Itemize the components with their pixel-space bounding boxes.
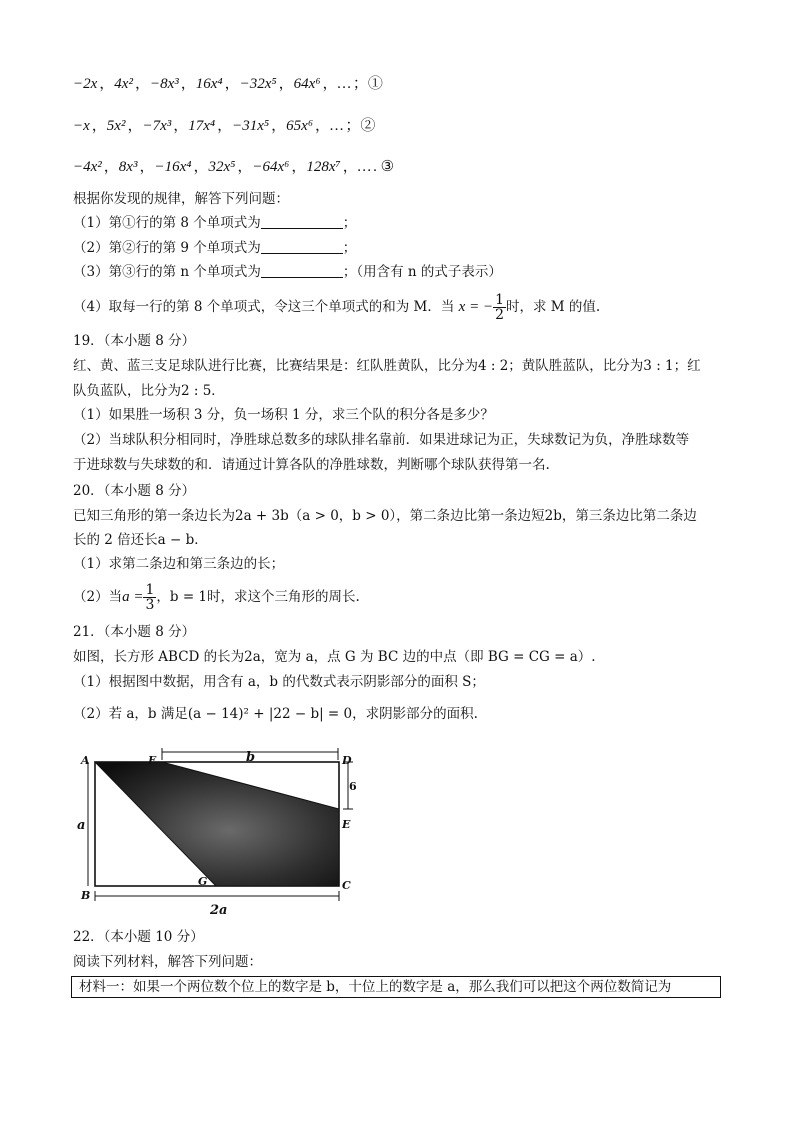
q19-part-2b: 于进球数与失球数的和．请通过计算各队的净胜球数，判断哪个球队获得第一名. xyxy=(73,457,550,473)
separator: ， xyxy=(278,76,294,92)
label-a-length: a xyxy=(77,818,86,833)
sequence-end-marker: . ③ xyxy=(373,159,395,175)
separator: ， xyxy=(99,76,115,92)
sequence-terms xyxy=(73,118,345,134)
q18-intro: 根据你发现的规律，解答下列问题： xyxy=(73,191,289,207)
q19-part-2a: （2）当球队积分相同时，净胜球总数多的球队排名靠前．如果进球记为正，失球数记为负，净胜球数等 xyxy=(73,432,690,448)
q20-part-1: （1）求第二条边和第三条边的长； xyxy=(73,556,285,572)
q20-line-1: 已知三角形的第一条边长为2a + 3b（a > 0，b > 0），第二条边比第一条边短2b，第三条边比第二条边 xyxy=(73,508,697,524)
label-2a-length: 2a xyxy=(210,903,228,918)
monomial-term: 32x⁵ xyxy=(208,159,236,175)
separator: ， xyxy=(193,159,209,175)
label-a-vertex: A xyxy=(81,754,90,767)
q20-part-2 xyxy=(73,580,360,614)
sequence-end-marker: ；① xyxy=(352,76,383,92)
monomial-term: −x xyxy=(73,118,90,134)
separator: ， xyxy=(127,118,143,134)
separator: ， xyxy=(291,159,307,175)
q18-part-1-end: ； xyxy=(342,215,357,231)
q18-part-2-text: （2）第②行的第 9 个单项式为 xyxy=(73,240,261,256)
q18-part-1 xyxy=(73,213,356,233)
monomial-term: 128x⁷ xyxy=(306,159,341,175)
q18-part-2 xyxy=(73,238,356,258)
label-g: G xyxy=(198,875,208,888)
answer-blank[interactable] xyxy=(261,263,343,278)
answer-blank[interactable] xyxy=(261,214,343,229)
separator: ， xyxy=(180,76,196,92)
monomial-term: −8x³ xyxy=(149,76,179,92)
fraction-numerator: 1 xyxy=(495,292,504,308)
separator: ， xyxy=(217,118,233,134)
q21-heading: 21．（本小题 8 分） xyxy=(73,624,196,640)
q20-part-2-text: （2）当 xyxy=(73,589,123,605)
fraction-denominator: 3 xyxy=(145,597,155,613)
separator: ， xyxy=(139,159,155,175)
separator: ， xyxy=(237,159,253,175)
fraction xyxy=(143,583,156,612)
material-box: 材料一：如果一个两位数个位上的数字是 b，十位上的数字是 a，那么我们可以把这个两位数简记为 xyxy=(71,976,721,998)
label-f: F xyxy=(148,754,156,767)
label-d: D xyxy=(342,754,352,767)
sequence-terms xyxy=(73,76,353,92)
q21-line-1: 如图，长方形 ABCD 的长为2a，宽为 a，点 G 为 BC 边的中点（即 BG = CG = a）. xyxy=(73,649,596,665)
label-e: E xyxy=(342,818,351,831)
monomial-term: −16x⁴ xyxy=(154,159,192,175)
sequence-row-2 xyxy=(73,116,375,136)
monomial-term: 65x⁶ xyxy=(286,118,314,134)
q22-intro: 阅读下列材料，解答下列问题： xyxy=(73,954,262,970)
monomial-term: 4x² xyxy=(114,76,133,92)
label-b-length: b xyxy=(246,750,256,765)
q18-part-4-text: （4）取每一行的第 8 个单项式，令这三个单项式的和为 M．当 xyxy=(73,299,455,315)
sequence-end-marker: ；② xyxy=(345,118,376,134)
monomial-term: 8x³ xyxy=(118,159,138,175)
label-c: C xyxy=(342,879,351,892)
separator: ， xyxy=(173,118,189,134)
separator: ， xyxy=(271,118,287,134)
q20-part-2-end: ，b = 1时，求这个三角形的周长. xyxy=(156,589,360,605)
q18-part-3 xyxy=(73,262,502,282)
q22-heading: 22．（本小题 10 分） xyxy=(73,929,204,945)
sequence-row-3 xyxy=(73,157,394,177)
label-six: 6 xyxy=(349,780,357,793)
monomial-term: −4x² xyxy=(73,159,102,175)
separator: ， xyxy=(322,76,338,92)
fraction-denominator: 2 xyxy=(495,307,504,323)
answer-blank[interactable] xyxy=(261,239,343,254)
q20-a-value: a = xyxy=(122,589,144,605)
q18-part-4 xyxy=(73,290,600,324)
monomial-term: −7x³ xyxy=(142,118,172,134)
monomial-term: … xyxy=(357,159,372,175)
separator: ， xyxy=(315,118,331,134)
q19-line-1: 红、黄、蓝三支足球队进行比赛，比赛结果是：红队胜黄队，比分为4 : 2；黄队胜蓝队，比分为3 : 1；红 xyxy=(73,358,701,374)
monomial-term: 17x⁴ xyxy=(188,118,216,134)
monomial-term: 16x⁴ xyxy=(195,76,223,92)
q21-part-2: （2）若 a，b 满足(a − 14)² + |22 − b| = 0，求阴影部分的面积. xyxy=(73,706,478,722)
fraction xyxy=(493,293,506,322)
q19-line-2: 队负蓝队，比分为2 : 5． xyxy=(73,383,225,399)
q18-part-2-end: ； xyxy=(342,240,357,256)
separator: ， xyxy=(224,76,240,92)
q18-part-3-text: （3）第③行的第 n 个单项式为 xyxy=(73,264,261,280)
fraction-numerator: 1 xyxy=(145,582,155,598)
monomial-term: −64x⁶ xyxy=(252,159,290,175)
q19-part-1: （1）如果胜一场积 3 分，负一场积 1 分，求三个队的积分各是多少？ xyxy=(73,407,494,423)
monomial-term: … xyxy=(337,76,351,92)
separator: ， xyxy=(91,118,107,134)
monomial-term: −2x xyxy=(73,76,98,92)
q18-part-1-text: （1）第①行的第 8 个单项式为 xyxy=(73,215,261,231)
label-b-vertex: B xyxy=(81,889,91,902)
monomial-term: −31x⁵ xyxy=(232,118,270,134)
sequence-terms xyxy=(73,159,373,175)
q21-part-1: （1）根据图中数据，用含有 a，b 的代数式表示阴影部分的面积 S； xyxy=(73,674,485,690)
q18-part-3-end: ；（用含有 n 的式子表示） xyxy=(342,264,502,280)
monomial-term: … xyxy=(330,118,344,134)
separator: ， xyxy=(134,76,150,92)
sequence-row-1 xyxy=(73,74,383,94)
q18-x-value: x = − xyxy=(458,299,494,315)
separator: ， xyxy=(342,159,358,175)
shaded-region xyxy=(95,762,339,886)
monomial-term: 64x⁶ xyxy=(293,76,321,92)
monomial-term: −32x⁵ xyxy=(239,76,277,92)
q18-part-4-end: 时，求 M 的值. xyxy=(506,299,601,315)
q20-line-2: 长的 2 倍还长a − b． xyxy=(73,532,208,548)
rectangle-figure xyxy=(70,744,370,924)
q20-heading: 20．（本小题 8 分） xyxy=(73,483,196,499)
separator: ， xyxy=(103,159,119,175)
monomial-term: 5x² xyxy=(106,118,126,134)
q19-heading: 19．（本小题 8 分） xyxy=(73,333,196,349)
